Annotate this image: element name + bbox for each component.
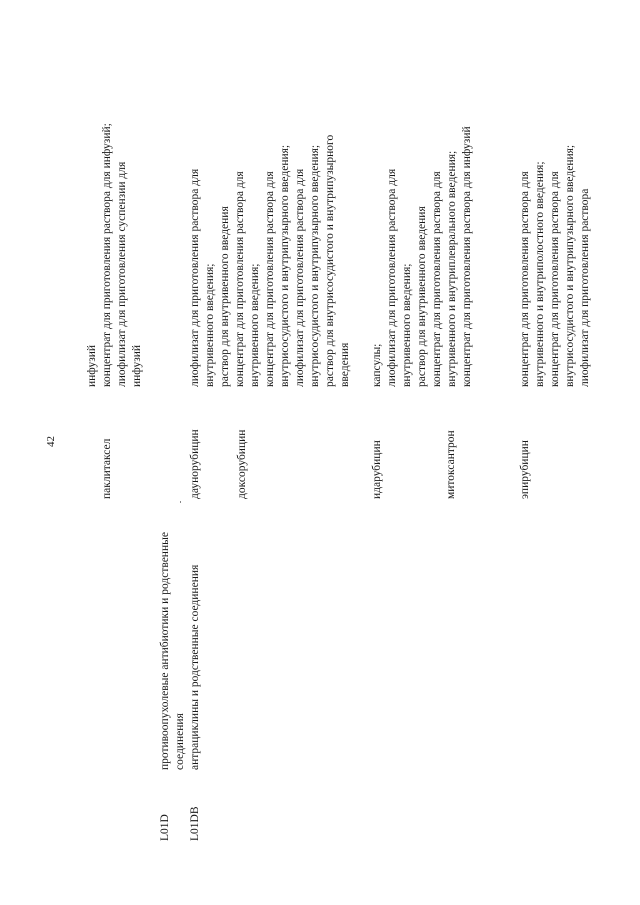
drug-name-daunorubicin: даунорубицин bbox=[189, 429, 201, 499]
drug-name-epirubicin: эпирубицин bbox=[519, 440, 531, 499]
dosage-form: лиофилизат для приготовления раствора для внутрисосудистого и внутрипузырного введения; bbox=[294, 144, 321, 387]
dosage-forms-paclitaxel bbox=[85, 117, 145, 387]
dosage-form: лиофилизат для приготовления раствора для внутривенного введения; bbox=[189, 168, 216, 387]
drug-name-doxorubicin: доксорубицин bbox=[236, 429, 248, 499]
page-number: 42 bbox=[45, 436, 57, 447]
dosage-form: концентрат для приготовления раствора для внутривенного введения; bbox=[234, 171, 261, 387]
divider-mark bbox=[180, 501, 181, 503]
dosage-form: лиофилизат для приготовления раствора для внутривенного введения; bbox=[386, 168, 413, 387]
dosage-form: лиофилизат для приготовления раствора bbox=[579, 188, 591, 387]
atc-group-l01d: противоопухолевые антибиотики и родственные соединения bbox=[159, 532, 186, 770]
dosage-forms-doxorubicin bbox=[233, 117, 353, 387]
dosage-forms-daunorubicin bbox=[188, 117, 233, 387]
atc-code-l01d: L01D bbox=[159, 814, 171, 841]
dosage-forms-epirubicin bbox=[518, 117, 593, 387]
dosage-form: концентрат для приготовления раствора для инфузий bbox=[461, 126, 473, 387]
dosage-forms-idarubicin bbox=[370, 117, 430, 387]
dosage-form: концентрат для приготовления раствора для внутривенного и внутриплеврального введения; bbox=[431, 150, 458, 387]
dosage-form: капсулы; bbox=[371, 343, 383, 387]
drug-name-mitoxantrone: митоксантрон bbox=[445, 430, 457, 499]
dosage-forms-mitoxantrone bbox=[430, 117, 475, 387]
dosage-form: раствор для внутривенного введения bbox=[219, 206, 231, 387]
dosage-form: инфузий bbox=[86, 344, 98, 387]
dosage-form: раствор для внутрисосудистого и внутрипузырного введения bbox=[324, 134, 351, 387]
dosage-form: концентрат для приготовления раствора для внутрисосудистого и внутрипузырного введения; bbox=[264, 144, 291, 387]
atc-code-l01db: L01DB bbox=[189, 806, 201, 841]
dosage-form: концентрат для приготовления раствора для внутривенного и внутриполостного введения; концентрат для приготовления раствора для внутрисосудистого и внутрипузырного введения; bbox=[519, 144, 576, 387]
dosage-form: лиофилизат для приготовления суспензии для инфузий bbox=[116, 161, 143, 387]
atc-group-l01db: антрациклины и родственные соединения bbox=[189, 564, 201, 770]
dosage-form: концентрат для приготовления раствора для инфузий; bbox=[101, 123, 113, 387]
drug-name-paclitaxel: паклитаксел bbox=[101, 438, 113, 499]
dosage-form: раствор для внутривенного введения bbox=[416, 206, 428, 387]
drug-name-idarubicin: идарубицин bbox=[371, 440, 383, 499]
